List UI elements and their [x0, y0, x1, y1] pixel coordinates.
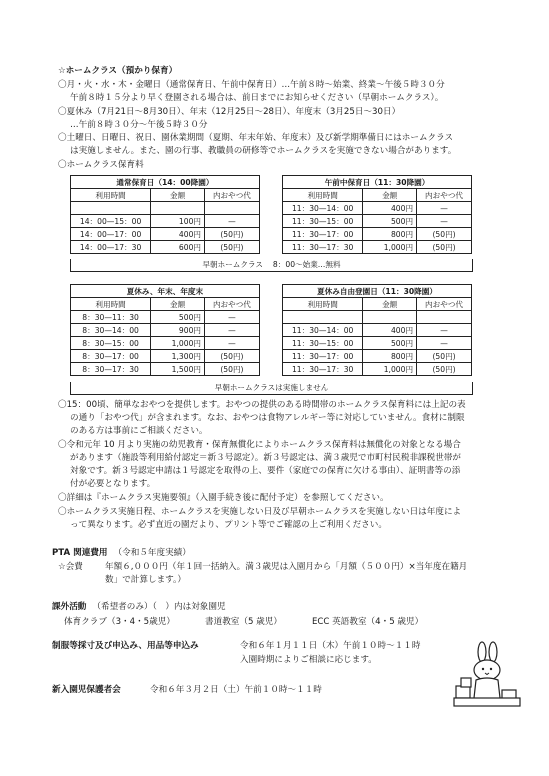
note-3: 〇詳細は『ホームクラス実施要領』（入園手続き後に配付予定）を参照してください。: [58, 493, 389, 503]
note-2-line-1: 〇令和元年 10 月より実施の幼児教育・保育無償化によりホームクラス保育料は無償化の対象となる場合: [58, 440, 461, 450]
home-class-line-3: 〇夏休み（7月21日〜8月30日）、年末（12月25日〜28日）、年度末（3月25日〜30日）: [58, 107, 401, 117]
table2-col-time-r: 利用時間: [283, 298, 363, 311]
cell: (50円): [417, 363, 472, 376]
cell: 900円: [151, 324, 205, 337]
cell: 800円: [363, 350, 417, 363]
home-class-title: ☆ホームクラス（預かり保育）: [58, 66, 178, 76]
table1-col-snack: 内おやつ代: [205, 189, 260, 202]
extra-title: 課外活動: [52, 602, 87, 612]
home-class-line-4: …午前８時３０分〜午後５時３０分: [70, 120, 208, 130]
cell: —: [417, 215, 472, 228]
table2-col-amount: 金額: [151, 298, 205, 311]
cell: 8：30—11：30: [71, 311, 151, 324]
table1-col-time-r: 利用時間: [283, 189, 363, 202]
table1-col-time: 利用時間: [71, 189, 151, 202]
cell: (50円): [205, 350, 260, 363]
cell: —: [205, 215, 260, 228]
cell: 11：30—14：00: [283, 202, 363, 215]
cell: 11：30—15：00: [283, 215, 363, 228]
cell: 8：30—15：00: [71, 337, 151, 350]
cell: 1,000円: [363, 241, 417, 254]
note-4-line-1: 〇ホームクラス実施日程、ホームクラスを実施しない日及び早朝ホームクラスを実施しない日は年度によ: [58, 507, 462, 517]
note-2-line-2: があります（施設等利用給付認定＝新３号認定）。新３号認定は、満３歳児で市町村民税非課税世帯が: [70, 453, 462, 463]
cell: 1,300円: [151, 350, 205, 363]
pta-fee-line-1: 年額６,０００円（年１回一括納入。満３歳児は入園月から「月額（５００円）×当年度在籍月: [105, 562, 468, 572]
cell: 8：30—17：00: [71, 350, 151, 363]
pta-heading: [52, 548, 191, 559]
pta-title: PTA 関連費用: [52, 548, 108, 558]
cell: 1,000円: [151, 337, 205, 350]
cell: —: [417, 324, 472, 337]
cell: —: [417, 337, 472, 350]
table1-footer: 早朝ホームクラス 8：00〜始業…無料: [70, 259, 473, 272]
cell: [283, 311, 363, 324]
cell: 14：00—17：30: [71, 241, 151, 254]
table-row: [71, 202, 472, 215]
note-2-line-4: 付が必要となります。: [70, 479, 156, 489]
home-class-line-2: 午前８時１５分より早く登園される場合は、前日までにお知らせください（早朝ホームクラス）。: [70, 93, 444, 103]
cell: 14：00—15：00: [71, 215, 151, 228]
cell: 800円: [363, 228, 417, 241]
pta-fee-line-2: 数」で計算します。）: [105, 575, 186, 585]
table1-col-amount-r: 金額: [363, 189, 417, 202]
uniform-title: 制服等採寸及び申込み、用品等申込み: [52, 641, 199, 651]
cell: —: [205, 324, 260, 337]
extra-heading: [52, 602, 226, 613]
extra-item-gym: 体育クラブ（3・4・5歳児）: [64, 617, 175, 627]
cell: —: [417, 202, 472, 215]
cell: 500円: [363, 337, 417, 350]
rabbit-illustration-icon: [452, 640, 522, 710]
table-row: [71, 311, 472, 324]
table-row: [71, 350, 472, 363]
meeting-value: 令和６年３月２日（土）午前１０時〜１１時: [150, 685, 322, 695]
note-1-line-2: の通り「おやつ代」が含まれます。なお、おやつは食物アレルギー等に対応していません。食材に制限: [70, 413, 465, 423]
table-row: [71, 215, 472, 228]
table2-col-amount-r: 金額: [363, 298, 417, 311]
table2-col-snack: 内おやつ代: [205, 298, 260, 311]
meeting-title: 新入園児保護者会: [52, 685, 121, 695]
uniform-line-2: 入園時期によりご相談に応じます。: [240, 655, 377, 665]
table2-left-title: 夏休み、年末、年度末: [71, 285, 260, 298]
table1-left-title: 通常保育日（14：00降園）: [71, 176, 260, 189]
cell: (50円): [205, 228, 260, 241]
cell: [363, 311, 417, 324]
home-class-line-1: 〇月・火・水・木・金曜日（通常保育日、午前中保育日）…午前８時〜始業、終業〜午後５時３０分: [58, 80, 445, 90]
cell: 11：30—17：00: [283, 228, 363, 241]
cell: (50円): [205, 363, 260, 376]
pta-subtitle: （令和５年度実績）: [113, 548, 191, 558]
cell: 11：30—17：30: [283, 363, 363, 376]
note-4-line-2: って異なります。必ず直近の園だより、プリント等でご確認の上ご利用ください。: [70, 520, 387, 530]
table2-footer: 早朝ホームクラスは実施しません: [70, 382, 473, 395]
cell: 11：30—17：30: [283, 241, 363, 254]
uniform-line-1: 令和６年１月１１日（木）午前１０時〜１１時: [240, 641, 421, 651]
extra-item-calligraphy: 書道教室（5 歳児）: [205, 617, 282, 627]
cell: 400円: [151, 228, 205, 241]
cell: (50円): [205, 241, 260, 254]
note-2-line-3: 対象です。新３号認定申請は１号認定を取得の上、要件（家庭での保育に欠ける事由）、証明書等の添: [70, 466, 461, 476]
cell: —: [205, 337, 260, 350]
extra-subtitle: （希望者のみ）（ ）内は対象園児: [92, 602, 226, 612]
table2-col-time: 利用時間: [71, 298, 151, 311]
cell: [205, 202, 260, 215]
table2-col-snack-r: 内おやつ代: [417, 298, 472, 311]
fee-table-holiday: [70, 284, 472, 376]
table-row: [71, 241, 472, 254]
table1-right-title: 午前中保育日（11：30降園）: [283, 176, 472, 189]
table-row: [71, 363, 472, 376]
pta-fee-label: ☆会費: [58, 562, 83, 572]
note-1-line-1: 〇15：00頃、簡単なおやつを提供します。おやつの提供のある時間帯のホームクラス保育料には上記の表: [58, 400, 466, 410]
note-1-line-3: のある方は事前にご相談ください。: [70, 426, 208, 436]
cell: 500円: [151, 311, 205, 324]
cell: 11：30—15：00: [283, 337, 363, 350]
cell: 1,500円: [151, 363, 205, 376]
home-class-line-5: 〇土曜日、日曜日、祝日、園休業期間（夏期、年末年始、年度末）及び新学期準備日にはホームクラス: [58, 133, 454, 143]
cell: 11：30—14：00: [283, 324, 363, 337]
cell: 600円: [151, 241, 205, 254]
cell: —: [205, 311, 260, 324]
cell: (50円): [417, 350, 472, 363]
cell: 1,000円: [363, 363, 417, 376]
table-row: [71, 228, 472, 241]
table2-right-title: 夏休み自由登園日（11：30降園）: [283, 285, 472, 298]
table1-col-amount: 金額: [151, 189, 205, 202]
cell: 400円: [363, 324, 417, 337]
table-row: [71, 337, 472, 350]
cell: (50円): [417, 228, 472, 241]
cell: (50円): [417, 241, 472, 254]
cell: 14：00—17：00: [71, 228, 151, 241]
fee-title: 〇ホームクラス保育料: [58, 160, 144, 170]
cell: 400円: [363, 202, 417, 215]
cell: 8：30—14：00: [71, 324, 151, 337]
fee-table-regular: [70, 175, 472, 254]
cell: [71, 202, 151, 215]
cell: 11：30—17：00: [283, 350, 363, 363]
cell: [417, 311, 472, 324]
cell: 100円: [151, 215, 205, 228]
cell: [151, 202, 205, 215]
table1-col-snack-r: 内おやつ代: [417, 189, 472, 202]
table-row: [71, 324, 472, 337]
home-class-line-6: は実施しません。また、園の行事、教職員の研修等でホームクラスを実施できない場合があります。: [70, 146, 457, 156]
cell: 500円: [363, 215, 417, 228]
cell: 8：30—17：30: [71, 363, 151, 376]
extra-item-english: ECC 英語教室（4・5 歳児）: [312, 617, 424, 627]
